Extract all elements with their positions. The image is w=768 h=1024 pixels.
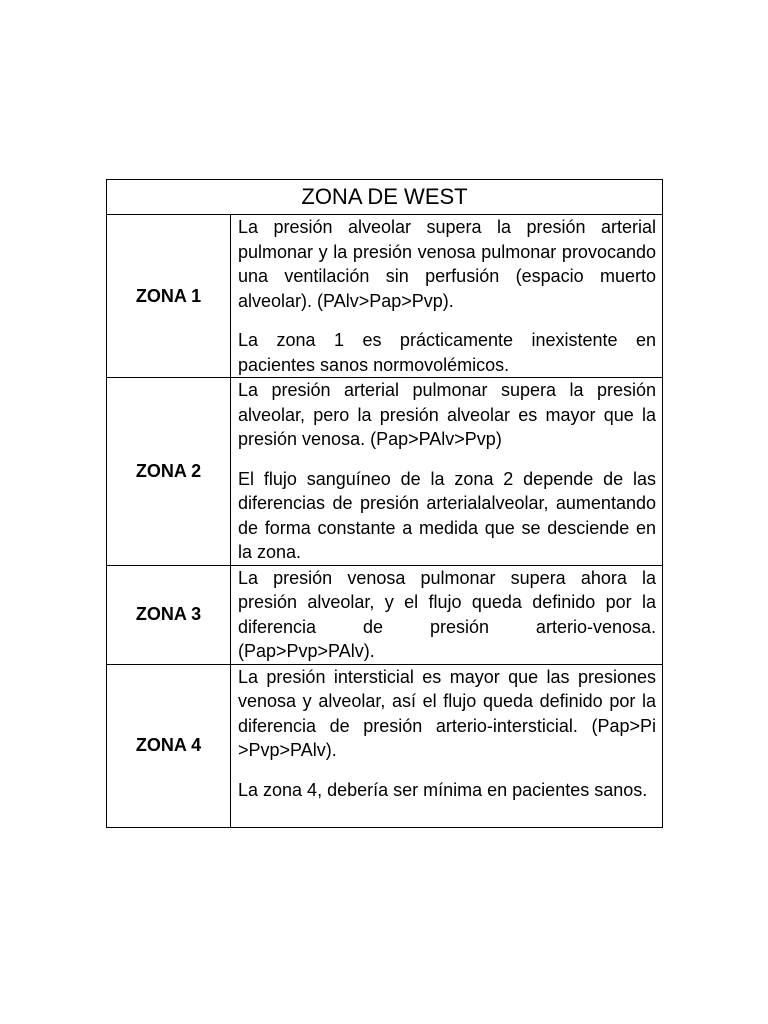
zone-4-description bbox=[231, 664, 663, 827]
zone-4-label: ZONA 4 bbox=[107, 664, 231, 827]
zone-3-description bbox=[231, 565, 663, 664]
table-row bbox=[107, 664, 663, 827]
table-row bbox=[107, 378, 663, 566]
zone-1-label: ZONA 1 bbox=[107, 215, 231, 378]
table-header-row bbox=[107, 180, 663, 215]
zone-1-description bbox=[231, 215, 663, 378]
zone-3-label: ZONA 3 bbox=[107, 565, 231, 664]
zone-4-paragraph-1: La presión intersticial es mayor que las presiones venosa y alveolar, así el flujo queda definido por la diferencia de presión arterio-intersticial. (Pap>Pi >Pvp>PAlv). bbox=[238, 666, 656, 760]
zone-2-paragraph-2: El flujo sanguíneo de la zona 2 depende de las diferencias de presión arterialalveolar, aumentando de forma constante a medida que se desciende en la zona. bbox=[238, 468, 656, 562]
zone-3-paragraph-1: La presión venosa pulmonar supera ahora la presión alveolar, y el flujo queda definido por la diferencia de presión arterio-venosa. (Pap>Pvp>PAlv). bbox=[238, 567, 656, 661]
zone-2-description bbox=[231, 378, 663, 566]
table-title: ZONA DE WEST bbox=[107, 180, 663, 215]
zone-1-paragraph-2: La zona 1 es prácticamente inexistente en pacientes sanos normovolémicos. bbox=[238, 330, 656, 375]
zone-4-paragraph-2: La zona 4, debería ser mínima en pacientes sanos. bbox=[238, 779, 648, 800]
table-row bbox=[107, 565, 663, 664]
table-row bbox=[107, 215, 663, 378]
zone-2-paragraph-1: La presión arterial pulmonar supera la presión alveolar, pero la presión alveolar es mayor que la presión venosa. (Pap>PAlv>Pvp) bbox=[238, 380, 656, 449]
zone-2-label: ZONA 2 bbox=[107, 378, 231, 566]
west-zones-table bbox=[106, 179, 663, 828]
zone-1-paragraph-1: La presión alveolar supera la presión arterial pulmonar y la presión venosa pulmonar provocando una ventilación sin perfusión (espacio muerto alveolar). (PAlv>Pap>Pvp). bbox=[238, 217, 656, 311]
